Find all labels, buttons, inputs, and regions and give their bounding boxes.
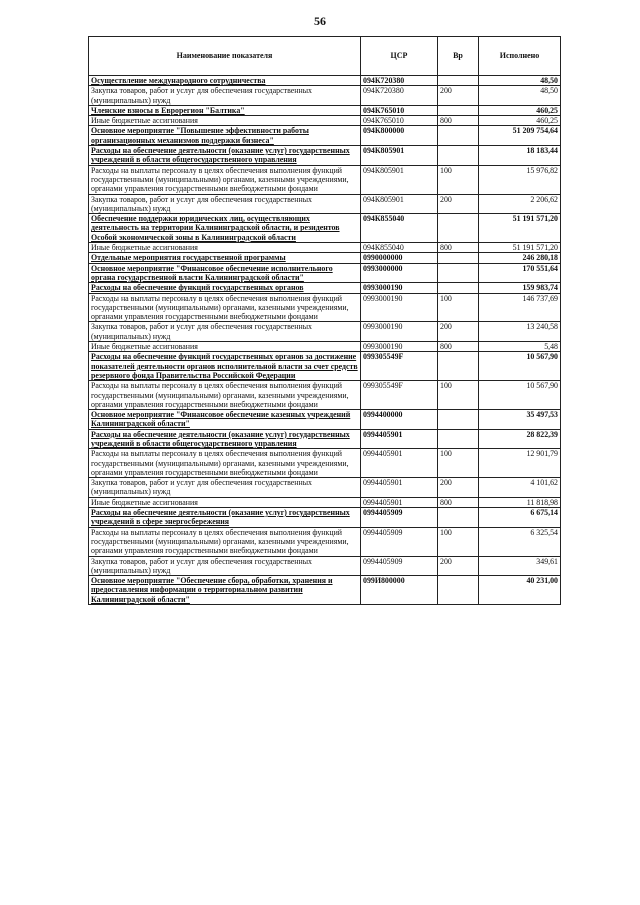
row-csr-cell: 094К720380 — [361, 86, 438, 106]
row-name-text: Основное мероприятие "Финансовое обеспечение казенных учреждений Калининградской области" — [91, 410, 351, 429]
row-csr-cell: 094К800000 — [361, 126, 438, 146]
row-name-cell — [89, 263, 361, 283]
table-row — [89, 76, 561, 86]
table-row — [89, 429, 561, 449]
row-csr-cell: 0994405909 — [361, 556, 438, 576]
row-amount-cell: 51 209 754,64 — [479, 126, 561, 146]
row-name-text: Отдельные мероприятия государственной программы — [91, 253, 286, 263]
row-vr-cell — [438, 410, 479, 430]
row-amount-cell: 159 983,74 — [479, 283, 561, 293]
row-vr-cell — [438, 352, 479, 381]
row-vr-cell: 800 — [438, 243, 479, 253]
row-csr-cell: 0993000000 — [361, 263, 438, 283]
header-csr: ЦСР — [361, 37, 438, 76]
row-name-cell — [89, 527, 361, 556]
row-amount-cell: 13 240,58 — [479, 322, 561, 342]
table-row — [89, 352, 561, 381]
row-csr-cell: 0993000190 — [361, 322, 438, 342]
row-name-cell — [89, 556, 361, 576]
table-row — [89, 478, 561, 498]
page-number: 56 — [314, 14, 326, 28]
row-name-text: Закупка товаров, работ и услуг для обеспечения государственных (муниципальных) нужд — [91, 478, 312, 497]
row-csr-cell: 0994405909 — [361, 527, 438, 556]
row-csr-cell: 094К765010 — [361, 116, 438, 126]
table-row — [89, 243, 561, 253]
row-csr-cell: 099305549F — [361, 352, 438, 381]
row-amount-cell: 10 567,90 — [479, 381, 561, 410]
row-name-text: Основное мероприятие "Финансовое обеспечение исполнительного органа государственной власти Калининградской области" — [91, 263, 333, 282]
row-name-cell — [89, 243, 361, 253]
row-csr-cell: 094К855040 — [361, 214, 438, 243]
table-row — [89, 293, 561, 322]
row-vr-cell: 200 — [438, 322, 479, 342]
row-name-cell — [89, 497, 361, 507]
row-amount-cell: 6 675,14 — [479, 508, 561, 528]
row-csr-cell: 0993000190 — [361, 342, 438, 352]
row-name-text: Осуществление международного сотрудничества — [91, 76, 266, 85]
table-row — [89, 410, 561, 430]
table-row — [89, 86, 561, 106]
row-name-text: Расходы на обеспечение функций государственных органов за достижение показателей деятельности органов исполнительной власти за счет средств резервного фонда Правительства Российской Федерации — [91, 352, 358, 380]
row-csr-cell: 099И800000 — [361, 576, 438, 605]
table-row — [89, 194, 561, 214]
row-vr-cell: 100 — [438, 449, 479, 478]
row-name-text: Расходы на выплаты персоналу в целях обеспечения выполнения функций государственными (муниципальными) органами, казенными учреждениями, органами управления государственными внебюджетными фондами — [91, 381, 349, 409]
table-row — [89, 497, 561, 507]
row-name-cell — [89, 410, 361, 430]
row-name-cell — [89, 165, 361, 194]
row-name-cell — [89, 194, 361, 214]
row-csr-cell: 094К720380 — [361, 76, 438, 86]
row-name-text: Расходы на обеспечение функций государственных органов — [91, 283, 304, 293]
row-name-cell — [89, 105, 361, 115]
row-name-cell — [89, 214, 361, 243]
table-row — [89, 508, 561, 528]
header-amount: Исполнено — [479, 37, 561, 76]
table-row — [89, 283, 561, 293]
row-name-text: Расходы на выплаты персоналу в целях обеспечения выполнения функций государственными (муниципальными) органами, казенными учреждениями, органами управления государственными внебюджетными фондами — [91, 293, 349, 322]
row-name-cell — [89, 293, 361, 322]
row-csr-cell: 0994400000 — [361, 410, 438, 430]
row-vr-cell: 100 — [438, 527, 479, 556]
row-amount-cell: 18 183,44 — [479, 146, 561, 166]
row-csr-cell: 094К805901 — [361, 146, 438, 166]
row-vr-cell: 200 — [438, 556, 479, 576]
row-name-cell — [89, 429, 361, 449]
row-vr-cell: 800 — [438, 342, 479, 352]
row-vr-cell: 100 — [438, 381, 479, 410]
row-name-cell — [89, 508, 361, 528]
row-amount-cell: 246 280,18 — [479, 253, 561, 263]
table-body — [89, 76, 561, 605]
row-amount-cell: 11 818,98 — [479, 497, 561, 507]
row-vr-cell — [438, 146, 479, 166]
row-vr-cell: 200 — [438, 194, 479, 214]
row-vr-cell — [438, 214, 479, 243]
row-name-cell — [89, 253, 361, 263]
row-vr-cell — [438, 263, 479, 283]
row-name-text: Основное мероприятие "Повышение эффективности работы организационных механизмов поддержки бизнеса" — [91, 126, 309, 145]
row-name-cell — [89, 126, 361, 146]
row-name-text: Расходы на выплаты персоналу в целях обеспечения выполнения функций государственными (муниципальными) органами, казенными учреждениями, органами управления государственными внебюджетными фондами — [91, 165, 349, 194]
table-row — [89, 126, 561, 146]
row-amount-cell: 146 737,69 — [479, 293, 561, 322]
row-name-cell — [89, 381, 361, 410]
row-vr-cell — [438, 76, 479, 86]
row-name-text: Иные бюджетные ассигнования — [91, 342, 198, 352]
table-row — [89, 146, 561, 166]
row-vr-cell: 200 — [438, 478, 479, 498]
row-csr-cell: 0994405901 — [361, 478, 438, 498]
row-vr-cell: 100 — [438, 165, 479, 194]
table-row — [89, 322, 561, 342]
row-vr-cell — [438, 283, 479, 293]
row-amount-cell: 4 101,62 — [479, 478, 561, 498]
row-amount-cell: 40 231,00 — [479, 576, 561, 605]
row-vr-cell — [438, 429, 479, 449]
row-vr-cell — [438, 126, 479, 146]
table-header-row — [89, 37, 561, 76]
budget-execution-table — [88, 36, 561, 605]
row-name-text: Иные бюджетные ассигнования — [91, 116, 198, 126]
row-name-text: Закупка товаров, работ и услуг для обеспечения государственных (муниципальных) нужд — [91, 556, 312, 575]
row-csr-cell: 0994405901 — [361, 497, 438, 507]
row-vr-cell — [438, 576, 479, 605]
table-row — [89, 342, 561, 352]
row-name-cell — [89, 116, 361, 126]
row-name-text: Расходы на обеспечение деятельности (оказание услуг) государственных учреждений в сфере энергосбережения — [91, 508, 350, 527]
row-csr-cell: 0990000000 — [361, 253, 438, 263]
row-vr-cell — [438, 508, 479, 528]
table-row — [89, 381, 561, 410]
row-amount-cell: 10 567,90 — [479, 352, 561, 381]
row-vr-cell: 100 — [438, 293, 479, 322]
row-name-text: Иные бюджетные ассигнования — [91, 243, 198, 253]
table-row — [89, 116, 561, 126]
row-amount-cell: 349,61 — [479, 556, 561, 576]
row-amount-cell: 48,50 — [479, 76, 561, 86]
table-row — [89, 527, 561, 556]
row-name-text: Основное мероприятие "Обеспечение сбора, обработки, хранения и предоставления информации о территориальном развитии Калининградской области" — [91, 576, 333, 604]
table-row — [89, 165, 561, 194]
row-vr-cell — [438, 253, 479, 263]
row-amount-cell: 12 901,79 — [479, 449, 561, 478]
header-name: Наименование показателя — [89, 37, 361, 76]
row-name-text: Закупка товаров, работ и услуг для обеспечения государственных (муниципальных) нужд — [91, 194, 312, 213]
row-name-cell — [89, 86, 361, 106]
row-name-text: Иные бюджетные ассигнования — [91, 497, 198, 507]
row-name-text: Расходы на обеспечение деятельности (оказание услуг) государственных учреждений в области общегосударственного управления — [91, 146, 350, 165]
table-row — [89, 105, 561, 115]
row-amount-cell: 35 497,53 — [479, 410, 561, 430]
table-row — [89, 576, 561, 605]
row-csr-cell: 0994405901 — [361, 429, 438, 449]
row-amount-cell: 48,50 — [479, 86, 561, 106]
row-name-text: Закупка товаров, работ и услуг для обеспечения государственных (муниципальных) нужд — [91, 86, 312, 105]
row-csr-cell: 0994405901 — [361, 449, 438, 478]
row-name-cell — [89, 146, 361, 166]
row-vr-cell — [438, 105, 479, 115]
row-name-cell — [89, 76, 361, 86]
row-name-text: Расходы на обеспечение деятельности (оказание услуг) государственных учреждений в области общегосударственного управления — [91, 429, 350, 448]
row-name-cell — [89, 322, 361, 342]
row-csr-cell: 094К805901 — [361, 165, 438, 194]
row-vr-cell: 800 — [438, 497, 479, 507]
row-csr-cell: 099305549F — [361, 381, 438, 410]
row-csr-cell: 0993000190 — [361, 293, 438, 322]
row-vr-cell: 200 — [438, 86, 479, 106]
row-name-cell — [89, 576, 361, 605]
row-amount-cell: 51 191 571,20 — [479, 214, 561, 243]
row-amount-cell: 460,25 — [479, 105, 561, 115]
header-vr: Вр — [438, 37, 479, 76]
row-amount-cell: 460,25 — [479, 116, 561, 126]
row-name-text: Членские взносы в Еврорегион "Балтика" — [91, 105, 245, 115]
row-amount-cell: 51 191 571,20 — [479, 243, 561, 253]
table-row — [89, 253, 561, 263]
row-amount-cell: 2 206,62 — [479, 194, 561, 214]
row-amount-cell: 28 822,39 — [479, 429, 561, 449]
row-name-text: Расходы на выплаты персоналу в целях обеспечения выполнения функций государственными (муниципальными) органами, казенными учреждениями, органами управления государственными внебюджетными фондами — [91, 449, 349, 477]
table-row — [89, 214, 561, 243]
row-amount-cell: 170 551,64 — [479, 263, 561, 283]
row-name-cell — [89, 342, 361, 352]
row-amount-cell: 6 325,54 — [479, 527, 561, 556]
table-row — [89, 263, 561, 283]
row-csr-cell: 0993000190 — [361, 283, 438, 293]
row-name-text: Расходы на выплаты персоналу в целях обеспечения выполнения функций государственными (муниципальными) органами, казенными учреждениями, органами управления государственными внебюджетными фондами — [91, 527, 349, 556]
row-name-cell — [89, 352, 361, 381]
row-vr-cell: 800 — [438, 116, 479, 126]
row-csr-cell: 094К855040 — [361, 243, 438, 253]
row-amount-cell: 5,48 — [479, 342, 561, 352]
row-name-cell — [89, 478, 361, 498]
row-name-text: Закупка товаров, работ и услуг для обеспечения государственных (муниципальных) нужд — [91, 322, 312, 341]
table-row — [89, 556, 561, 576]
row-csr-cell: 0994405909 — [361, 508, 438, 528]
row-csr-cell: 094К805901 — [361, 194, 438, 214]
row-amount-cell: 15 976,82 — [479, 165, 561, 194]
row-name-text: Обеспечение поддержки юридических лиц, осуществляющих деятельность на территории Калининградской области, и резидентов Особой экономической зоны в Калининградской области — [91, 214, 340, 242]
row-name-cell — [89, 283, 361, 293]
table-row — [89, 449, 561, 478]
row-csr-cell: 094К765010 — [361, 105, 438, 115]
row-name-cell — [89, 449, 361, 478]
